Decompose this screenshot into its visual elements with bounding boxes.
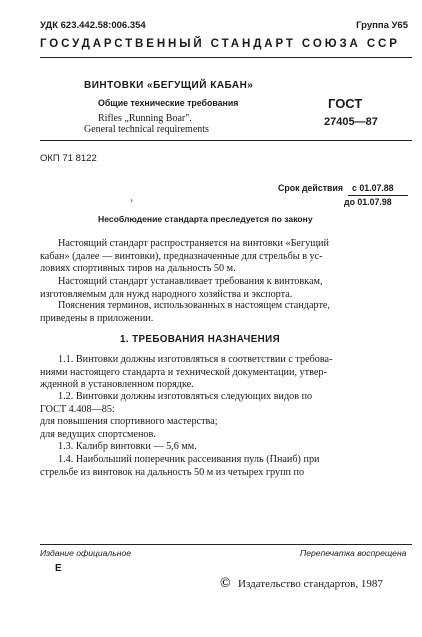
- section-heading: 1. ТРЕБОВАНИЯ НАЗНАЧЕНИЯ: [120, 334, 281, 345]
- text-line: ГОСТ 4.408—85:: [40, 403, 115, 415]
- text-line: 1.1. Винтовки должны изготовляться в соответствии с требова-: [58, 354, 333, 365]
- standard-subtitle-en: General technical requirements: [84, 124, 209, 135]
- text-line: ловиях спортивных тиров на дальность 50 м.: [40, 263, 236, 275]
- text-line: 1.4. Наибольший поперечник рассеивания пуль (Пнаиб) при: [58, 454, 320, 465]
- text-line: 1.2. Винтовки должны изготовляться следующих видов по: [58, 391, 313, 402]
- copyright-symbol: ©: [220, 576, 231, 591]
- intro-paragraph: [40, 276, 412, 301]
- banner-rule: [40, 57, 412, 58]
- text-line: жденной в установленном порядке.: [40, 379, 194, 391]
- standard-subtitle-ru: Общие технические требования: [98, 98, 239, 108]
- reprint-note: Перепечатка воспрещена: [300, 548, 407, 558]
- section-item: [40, 441, 412, 454]
- text-line: ниями настоящего стандарта и технической документации, утвер-: [40, 366, 327, 378]
- edition-note: Издание официальное: [40, 548, 132, 558]
- gost-label: ГОСТ: [328, 96, 363, 111]
- section-item: [40, 354, 412, 392]
- text-line: Настоящий стандарт распространяется на винтовки «Бегущий: [58, 238, 329, 249]
- udk-code: УДК 623.442.58:006.354: [40, 20, 146, 31]
- group-code: Группа У65: [356, 20, 408, 31]
- stray-mark: ›: [130, 195, 133, 205]
- footer-rule: [40, 544, 412, 545]
- text-line: приведены в приложении.: [40, 312, 154, 324]
- text-line: для повышения спортивного мастерства;: [40, 416, 218, 428]
- intro-paragraph: [40, 300, 412, 325]
- section-item: [40, 454, 412, 479]
- legal-warning: Несоблюдение стандарта преследуется по закону: [98, 214, 313, 224]
- validity-rule: [348, 195, 408, 196]
- text-line: 1.3. Калибр винтовки — 5,6 мм.: [58, 441, 197, 452]
- edition-mark: Е: [55, 563, 62, 574]
- text-line: Настоящий стандарт устанавливает требования к винтовкам,: [58, 276, 323, 287]
- text-line: изготовляемым для нужд народного хозяйства и экспорта.: [40, 288, 293, 300]
- text-line: Пояснения терминов, использованных в настоящем стандарте,: [58, 300, 330, 311]
- validity-to: до 01.07.98: [344, 197, 392, 207]
- standard-title-ru: ВИНТОВКИ «БЕГУЩИЙ КАБАН»: [84, 80, 254, 91]
- validity-from: с 01.07.88: [352, 183, 394, 193]
- standard-title-en: Rifles „Running Boar".: [98, 113, 192, 124]
- gost-number: 27405—87: [324, 116, 378, 128]
- copyright-text: Издательство стандартов, 1987: [238, 578, 383, 590]
- intro-paragraph: [40, 238, 412, 276]
- text-line: стрельбе из винтовок на дальность 50 м из четырех групп по: [40, 466, 305, 478]
- text-line: кабан» (далее — винтовки), предназначенные для стрельбы в ус-: [40, 250, 323, 262]
- text-line: для ведущих спортсменов.: [40, 428, 156, 440]
- section-item: [40, 391, 412, 441]
- standard-banner: ГОСУДАРСТВЕННЫЙ СТАНДАРТ СОЮЗА ССР: [40, 38, 400, 50]
- okp-code: ОКП 71 8122: [40, 153, 97, 164]
- validity-label: Срок действия: [278, 183, 343, 193]
- title-rule: [40, 140, 412, 141]
